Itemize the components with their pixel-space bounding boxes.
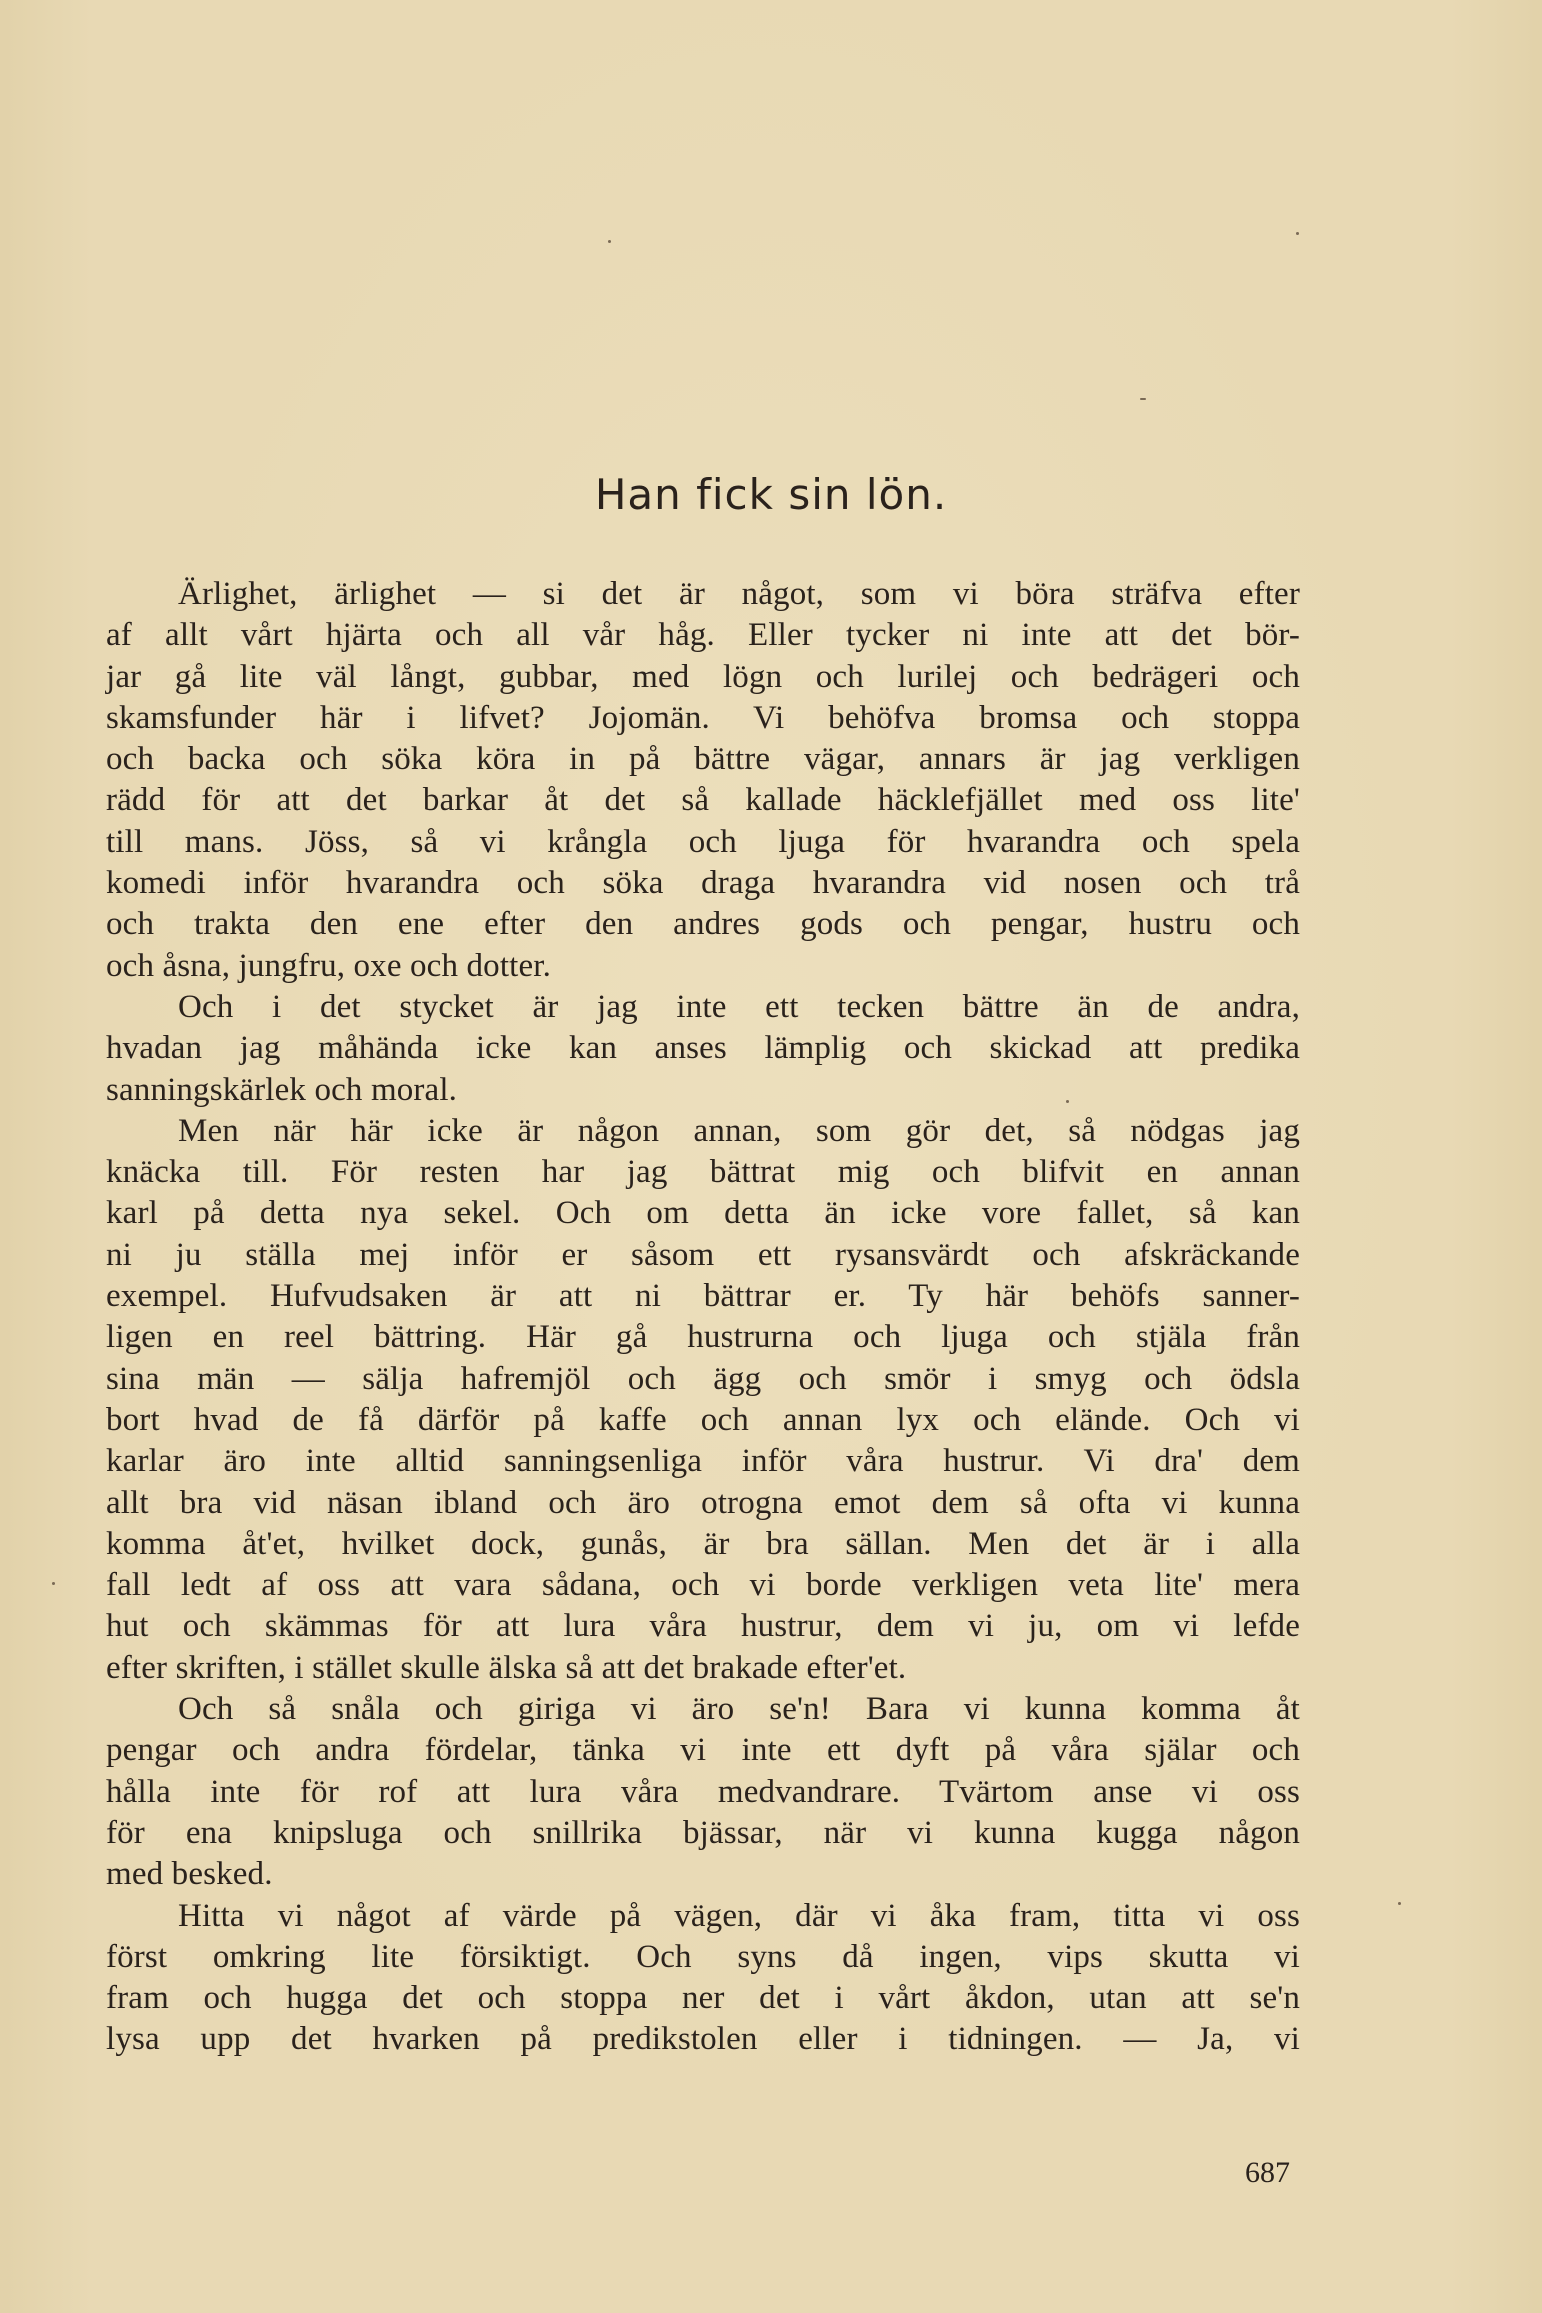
text-line: efter skriften, i stället skulle älska så att det brakade efter'et. xyxy=(106,1649,907,1686)
text-line: och åsna, jungfru, oxe och dotter. xyxy=(106,947,551,984)
text-line: och backa och söka köra in på bättre vägar, annars är jag verkligen xyxy=(106,741,1300,778)
text-line: exempel. Hufvudsaken är att ni bättrar er. Ty här behöfs sanner- xyxy=(106,1278,1300,1315)
text-line: jar gå lite väl långt, gubbar, med lögn och lurilej och bedrägeri och xyxy=(106,658,1300,695)
chapter-title: Han fick sin lön. xyxy=(594,470,948,519)
text-line: ligen en reel bättring. Här gå hustrurna och ljuga och stjäla från xyxy=(106,1319,1300,1356)
text-line: hålla inte för rof att lura våra medvandrare. Tvärtom anse vi oss xyxy=(106,1773,1300,1810)
text-line: allt bra vid näsan ibland och äro otrogna emot dem så ofta vi kunna xyxy=(106,1484,1300,1521)
text-line: Och i det stycket är jag inte ett tecken bättre än de andra, xyxy=(178,988,1300,1025)
text-line: Hitta vi något af värde på vägen, där vi åka fram, titta vi oss xyxy=(178,1897,1300,1934)
text-line: rädd för att det barkar åt det så kallade häcklefjället med oss lite' xyxy=(106,782,1300,819)
text-line: Och så snåla och giriga vi äro se'n! Bara vi kunna komma åt xyxy=(178,1691,1300,1728)
text-line: först omkring lite försiktigt. Och syns då ingen, vips skutta vi xyxy=(106,1938,1300,1975)
paper-speck xyxy=(1296,232,1299,235)
text-line: komedi inför hvarandra och söka draga hvarandra vid nosen och trå xyxy=(106,865,1300,902)
text-line: bort hvad de få därför på kaffe och annan lyx och elände. Och vi xyxy=(106,1401,1300,1438)
paper-speck xyxy=(608,240,611,243)
text-line: för ena knipsluga och snillrika bjässar, när vi kunna kugga någon xyxy=(106,1814,1300,1851)
text-line: af allt vårt hjärta och all vår håg. Eller tycker ni inte att det bör- xyxy=(106,617,1300,654)
text-line: sina män — sälja hafremjöl och ägg och smör i smyg och ödsla xyxy=(106,1360,1300,1397)
text-line: fall ledt af oss att vara sådana, och vi borde verkligen veta lite' mera xyxy=(106,1567,1300,1604)
text-line: och trakta den ene efter den andres gods och pengar, hustru och xyxy=(106,906,1300,943)
paper-speck xyxy=(1398,1902,1401,1905)
body-text xyxy=(106,574,1300,2061)
text-line: knäcka till. För resten har jag bättrat mig och blifvit en annan xyxy=(106,1154,1300,1191)
text-line: fram och hugga det och stoppa ner det i vårt åkdon, utan att se'n xyxy=(106,1980,1300,2017)
text-line: till mans. Jöss, så vi krångla och ljuga för hvarandra och spela xyxy=(106,823,1300,860)
text-line: sanningskärlek och moral. xyxy=(106,1071,458,1108)
text-line: Ärlighet, ärlighet — si det är något, som vi böra sträfva efter xyxy=(178,576,1300,612)
text-line: hvadan jag måhända icke kan anses lämplig och skickad att predika xyxy=(106,1030,1300,1067)
paper-speck xyxy=(52,1582,55,1585)
page-number: 687 xyxy=(1245,2156,1290,2189)
text-line: komma åt'et, hvilket dock, gunås, är bra sällan. Men det är i alla xyxy=(106,1525,1300,1562)
text-line: Men när här icke är någon annan, som gör det, så nödgas jag xyxy=(178,1112,1300,1149)
text-line: karlar äro inte alltid sanningsenliga inför våra hustrur. Vi dra' dem xyxy=(106,1443,1300,1480)
text-line: karl på detta nya sekel. Och om detta än icke vore fallet, så kan xyxy=(106,1195,1300,1232)
paper-speck xyxy=(1140,398,1146,400)
text-line: med besked. xyxy=(106,1856,273,1893)
text-line: pengar och andra fördelar, tänka vi inte ett dyft på våra själar och xyxy=(106,1732,1300,1769)
text-line: hut och skämmas för att lura våra hustrur, dem vi ju, om vi lefde xyxy=(106,1608,1300,1645)
paper-speck xyxy=(1066,1100,1069,1103)
text-line: lysa upp det hvarken på predikstolen eller i tidningen. — Ja, vi xyxy=(106,2021,1300,2058)
text-line: skamsfunder här i lifvet? Jojomän. Vi behöfva bromsa och stoppa xyxy=(106,699,1300,736)
text-line: ni ju ställa mej inför er såsom ett rysansvärdt och afskräckande xyxy=(106,1236,1300,1273)
